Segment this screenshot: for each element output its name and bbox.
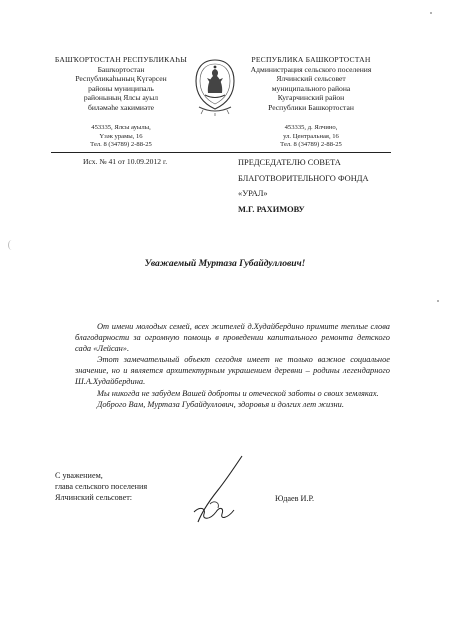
address-line: 453335, Ялсы ауылы, — [91, 124, 151, 131]
closing-line: глава сельского поселения — [55, 482, 148, 491]
header-divider — [51, 152, 391, 153]
address-line: ул. Центральная, 16 — [283, 132, 339, 140]
header-left-line: районының Ялсы ауыл — [83, 93, 159, 103]
header-left-line: биләмәһе хакимиәте — [87, 102, 155, 112]
bashkortostan-coat-of-arms-icon — [193, 57, 237, 117]
address-line: Үзәк урамы, 16 — [99, 132, 143, 140]
letter-body — [75, 321, 390, 410]
closing-line: С уважением, — [55, 471, 103, 480]
address-line: Тел. 8 (34789) 2-88-25 — [90, 141, 152, 149]
header-left-line: Республикаһының Күгәрсен — [75, 74, 167, 84]
scan-speck — [437, 300, 439, 302]
header-left-line: районы муниципаль — [88, 83, 154, 93]
body-paragraph: Этот замечательный объект сегодня имеет не только важное социальное значение, но и является архитектурным украшением деревни – родины легендарного Ш.А.Худайбердина. — [75, 355, 390, 387]
header-right-line: Республики Башкортостан — [268, 102, 354, 112]
recipient-name: М.Г. РАХИМОВУ — [238, 204, 305, 214]
handwritten-signature — [180, 450, 260, 530]
header-left-address — [50, 124, 192, 150]
body-paragraph: От имени молодых семей, всех жителей д.Худайбердино примите теплые слова благодарности за огромную помощь в проведении капитального ремонта детского сада «Лейсан». — [75, 322, 390, 354]
signatory-name: Юдаев И.Р. — [275, 494, 315, 503]
recipient-line: ПРЕДСЕДАТЕЛЮ СОВЕТА — [238, 158, 341, 167]
greeting: Уважаемый Муртаза Губайдуллович! — [144, 258, 306, 269]
recipient-line: БЛАГОТВОРИТЕЛЬНОГО ФОНДА — [238, 173, 369, 183]
body-paragraph: Мы никогда не забудем Вашей доброты и отеческой заботы о своих земляках. — [97, 388, 379, 398]
header-right-line: Кугарчинский район — [277, 93, 345, 103]
page-edge-mark — [8, 240, 15, 250]
header-right-line: Администрация сельского поселения — [250, 64, 372, 74]
scan-speck — [430, 12, 432, 14]
header-right-line: РЕСПУБЛИКА БАШКОРТОСТАН — [251, 55, 371, 64]
header-left-line: Башҡортостан — [97, 64, 145, 74]
address-line: Тел. 8 (34789) 2-88-25 — [280, 141, 342, 149]
header-right-line: муниципального района — [271, 83, 351, 93]
header-right — [236, 55, 386, 113]
header-left-line: БАШҠОРТОСТАН РЕСПУБЛИКАҺЫ — [54, 55, 188, 64]
header-left — [50, 55, 192, 113]
recipient-line: «УРАЛ» — [238, 189, 268, 198]
header-right-line: Ялчинский сельсовет — [276, 74, 346, 84]
recipient-block — [238, 155, 428, 217]
header-right-address — [241, 124, 381, 150]
body-paragraph: Доброго Вам, Муртаза Губайдуллович, здоровья и долгих лет жизни. — [97, 399, 344, 409]
address-line: 453335, д. Ялчино, — [284, 124, 338, 131]
closing-line: Ялчинский сельсовет: — [55, 493, 133, 502]
outgoing-reference: Исх. № 41 от 10.09.2012 г. — [83, 157, 168, 166]
